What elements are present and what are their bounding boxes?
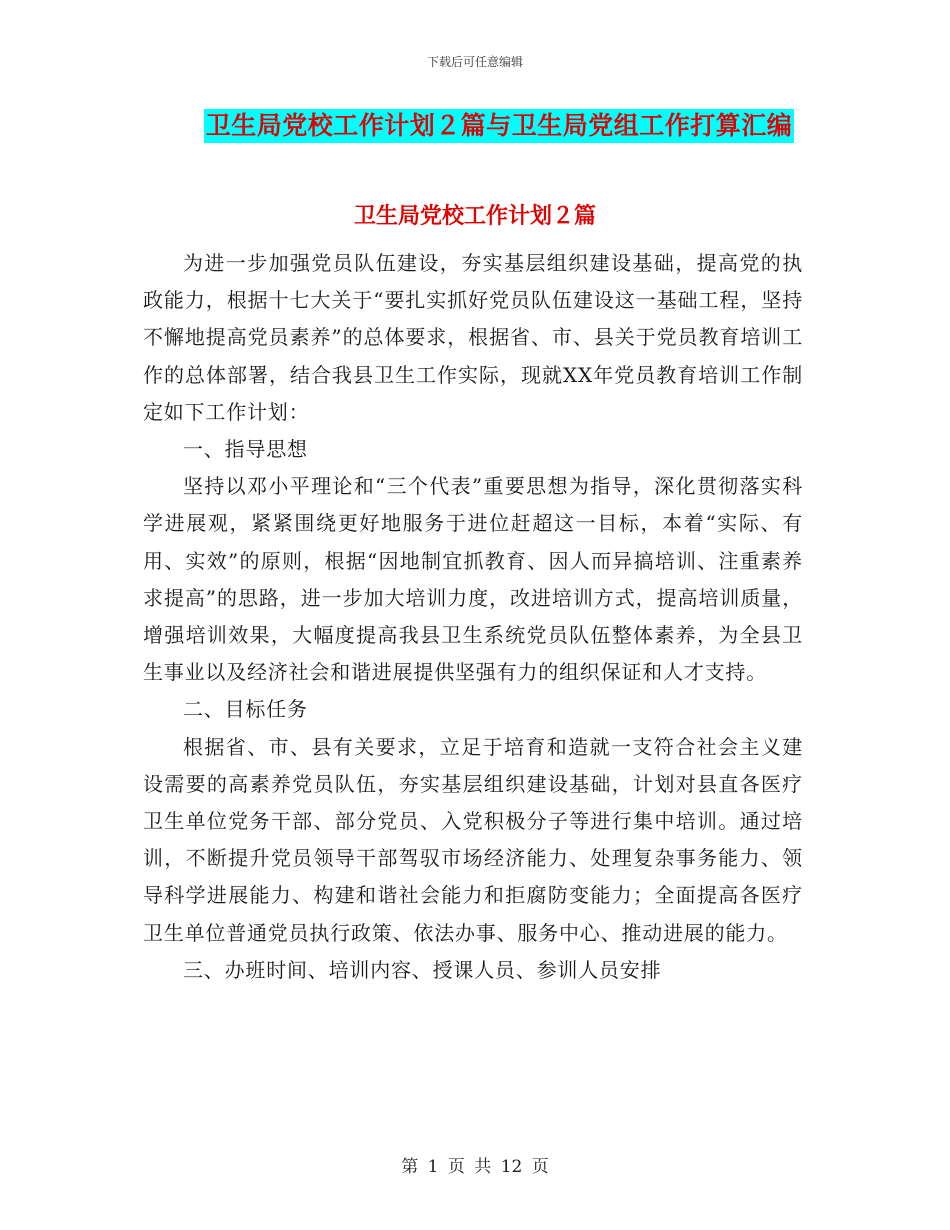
heading-class-arrangement: 三、办班时间、培训内容、授课人员、参训人员安排 [183, 957, 662, 982]
heading-guiding-ideology: 一、指导思想 [183, 437, 308, 462]
heading-goals-tasks: 二、目标任务 [183, 697, 308, 722]
page-number-footer: 第 1 页 共 12 页 [401, 1157, 549, 1177]
section-title: 卫生局党校工作计划２篇 [353, 204, 596, 229]
document-title-container [0, 109, 950, 143]
page-header-note: 下载后可任意编辑 [426, 55, 523, 69]
document-body [143, 245, 803, 989]
paragraph-guiding-ideology: 坚持以邓小平理论和“三个代表”重要思想为指导，深化贯彻落实科学进展观，紧紧围绕更好地服务于进位赶超这一目标，本着“实际、有用、实效”的原则，根据“因地制宜抓教育、因人而异搞培训、注重素养求提高”的思路，进一步加大培训力度，改进培训方式，提高培训质量，增强培训效果，大幅度提高我县卫生系统党员队伍整体素养，为全县卫生事业以及经济社会和谐进展提供坚强有力的组织保证和人才支持。 [143, 474, 803, 685]
paragraph-goals-tasks: 根据省、市、县有关要求，立足于培育和造就一支符合社会主义建设需要的高素养党员队伍，夯实基层组织建设基础，计划对县直各医疗卫生单位党务干部、部分党员、入党积极分子等进行集中培训。通过培训，不断提升党员领导干部驾驭市场经济能力、处理复杂事务能力、领导科学进展能力、构建和谐社会能力和拒腐防变能力；全面提高各医疗卫生单位普通党员执行政策、依法办事、服务中心、推动进展的能力。 [143, 734, 803, 945]
document-title: 卫生局党校工作计划２篇与卫生局党组工作打算汇编 [204, 109, 795, 143]
paragraph-intro: 为进一步加强党员队伍建设，夯实基层组织建设基础，提高党的执政能力，根据十七大关于“要扎实抓好党员队伍建设这一基础工程，坚持不懈地提高党员素养”的总体要求，根据省、市、县关于党员教育培训工作的总体部署，结合我县卫生工作实际，现就XX年党员教育培训工作制定如下工作计划： [143, 251, 803, 424]
